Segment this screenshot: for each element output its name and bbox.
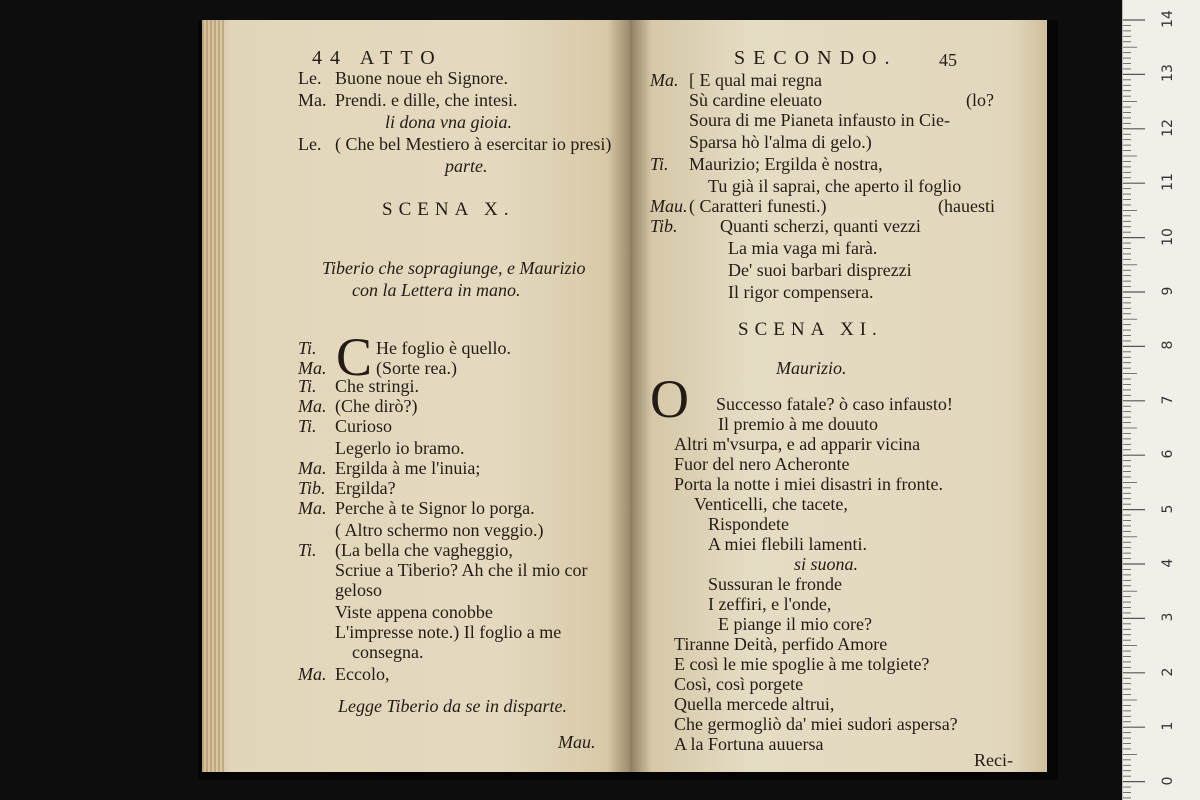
line-speaker: Ma. — [298, 498, 327, 518]
line-text: (Sorte rea.) — [376, 358, 457, 378]
left-page-header: 44 ATTO — [312, 47, 443, 69]
line-speaker: Ti. — [298, 338, 317, 358]
margin-note: (hauesti — [938, 196, 995, 216]
ruler-number: 12 — [1160, 118, 1176, 137]
line-text: Scriue a Tiberio? Ah che il mio cor — [335, 560, 588, 580]
right-page — [630, 20, 1047, 772]
verse-line: si suona. — [794, 554, 859, 574]
line-text: Il rigor compensera. — [728, 282, 874, 302]
line-text: [ E qual mai regna — [689, 70, 822, 90]
line-text: Sù cardine eleuato — [689, 90, 822, 110]
ruler-number: 6 — [1160, 449, 1176, 459]
verse-line: Porta la notte i miei disastri in fronte. — [674, 474, 943, 494]
line-text: Maurizio; Ergilda è nostra, — [689, 154, 883, 174]
line-text: Sparsa hò l'alma di gelo.) — [689, 132, 872, 152]
line-text: Quanti scherzi, quanti vezzi — [720, 216, 921, 236]
line-speaker: Ma. — [298, 358, 327, 378]
line-text: Tu già il saprai, che aperto il foglio — [708, 176, 962, 196]
closing-direction: Legge Tiberio da se in disparte. — [338, 696, 567, 716]
ruler-number: 8 — [1160, 340, 1176, 350]
line-speaker: Ti. — [298, 416, 317, 436]
line-speaker: Ti. — [650, 154, 669, 174]
line-text: Viste appena conobbe — [335, 602, 493, 622]
verse-line: Venticelli, che tacete, — [694, 494, 848, 514]
stage-direction: Tiberio che sopragiunge, e Maurizio — [322, 258, 586, 278]
line-speaker: Ma. — [298, 396, 327, 416]
ruler-number: 1 — [1160, 721, 1176, 731]
line-text: geloso — [335, 580, 382, 600]
line-text: li dona vna gioia. — [385, 112, 512, 132]
line-text: ( Altro schermo non veggio.) — [335, 520, 544, 540]
verse-line: Tiranne Deità, perfido Amore — [674, 634, 888, 654]
ruler-number: 7 — [1160, 395, 1176, 405]
line-text: parte. — [445, 156, 488, 176]
verse-line: E piange il mio core? — [718, 614, 872, 634]
line-text: Prendi. e dille, che intesi. — [335, 90, 518, 110]
line-text: De' suoi barbari disprezzi — [728, 260, 912, 280]
line-speaker: Mau. — [650, 196, 688, 216]
line-speaker: Le. — [298, 134, 322, 154]
line-speaker: Ti. — [298, 540, 317, 560]
page-edge-stack — [202, 20, 224, 772]
verse-line: Altri m'vsurpa, e ad apparir vicina — [674, 434, 921, 454]
line-text: consegna. — [352, 642, 424, 662]
left-page — [202, 20, 630, 772]
verse-line: E così le mie spoglie à me tolgiete? — [674, 654, 930, 674]
line-text: (La bella che vagheggio, — [335, 540, 513, 560]
line-speaker: Le. — [298, 68, 322, 88]
line-text: La mia vaga mi farà. — [728, 238, 878, 258]
catchword: Reci- — [974, 750, 1013, 770]
verse-line: I zeffiri, e l'onde, — [708, 594, 832, 614]
line-text: Ergilda à me l'inuia; — [335, 458, 481, 478]
stage-direction: con la Lettera in mano. — [352, 280, 521, 300]
line-speaker: Ti. — [298, 376, 317, 396]
ruler-number: 3 — [1160, 612, 1176, 622]
verse-line: Così, così porgete — [674, 674, 804, 694]
line-text: ( Che bel Mestiero à esercitar io presi) — [335, 134, 612, 154]
character-name: Maurizio. — [776, 358, 847, 378]
ruler-number: 4 — [1160, 558, 1176, 568]
ruler-number: 14 — [1160, 10, 1176, 28]
line-text: ( Caratteri funesti.) — [689, 196, 827, 216]
open-book — [202, 20, 1047, 772]
line-speaker: Ma. — [298, 90, 327, 110]
verse-line: A miei flebili lamenti. — [708, 534, 867, 554]
line-speaker: Ma. — [298, 664, 327, 684]
verse-line: Quella mercede altrui, — [674, 694, 835, 714]
verse-line: Fuor del nero Acheronte — [674, 454, 850, 474]
line-text: Buone noue eh Signore. — [335, 68, 508, 88]
margin-note: (lo? — [966, 90, 994, 110]
line-text: He foglio è quello. — [376, 338, 511, 358]
line-text: Perche à te Signor lo porga. — [335, 498, 535, 518]
line-speaker: Ma. — [298, 458, 327, 478]
page-number: 45 — [939, 50, 957, 70]
ruler-number: 11 — [1160, 173, 1176, 192]
line-speaker: Tib. — [650, 216, 678, 236]
ruler-number: 0 — [1160, 776, 1176, 786]
line-text: Eccolo, — [335, 664, 390, 684]
line-speaker: Ma. — [650, 70, 679, 90]
catchword: Mau. — [558, 732, 596, 752]
verse-line: Sussuran le fronde — [708, 574, 842, 594]
line-text: Soura di me Pianeta infausto in Cie- — [689, 110, 950, 130]
ruler-number: 5 — [1160, 504, 1176, 514]
drop-cap: C — [336, 327, 373, 387]
verse-line: Che germogliò da' miei sudori aspersa? — [674, 714, 958, 734]
ruler-number: 9 — [1160, 286, 1176, 296]
line-speaker: Tib. — [298, 478, 326, 498]
verse-line: Il premio à me douuto — [718, 414, 878, 434]
line-text: (Che dirò?) — [335, 396, 418, 416]
drop-cap: O — [650, 369, 689, 429]
line-text: Che stringi. — [335, 376, 419, 396]
scene-title: SCENA X. — [382, 199, 515, 220]
line-text: Legerlo io bramo. — [335, 438, 465, 458]
line-text: Curioso — [335, 416, 393, 436]
ruler-number: 13 — [1160, 64, 1176, 83]
ruler-number: 2 — [1160, 667, 1176, 677]
scene-title: SCENA XI. — [738, 319, 883, 340]
line-text: L'impresse note.) Il foglio a me — [335, 622, 562, 642]
ruler-number: 10 — [1160, 227, 1176, 246]
right-page-header: SECONDO. — [734, 47, 898, 69]
verse-line: Rispondete — [708, 514, 789, 534]
verse-line: Successo fatale? ò caso infausto! — [716, 394, 953, 414]
line-text: Ergilda? — [335, 478, 396, 498]
measurement-ruler — [1122, 0, 1200, 800]
verse-line: A la Fortuna auuersa — [674, 734, 824, 754]
